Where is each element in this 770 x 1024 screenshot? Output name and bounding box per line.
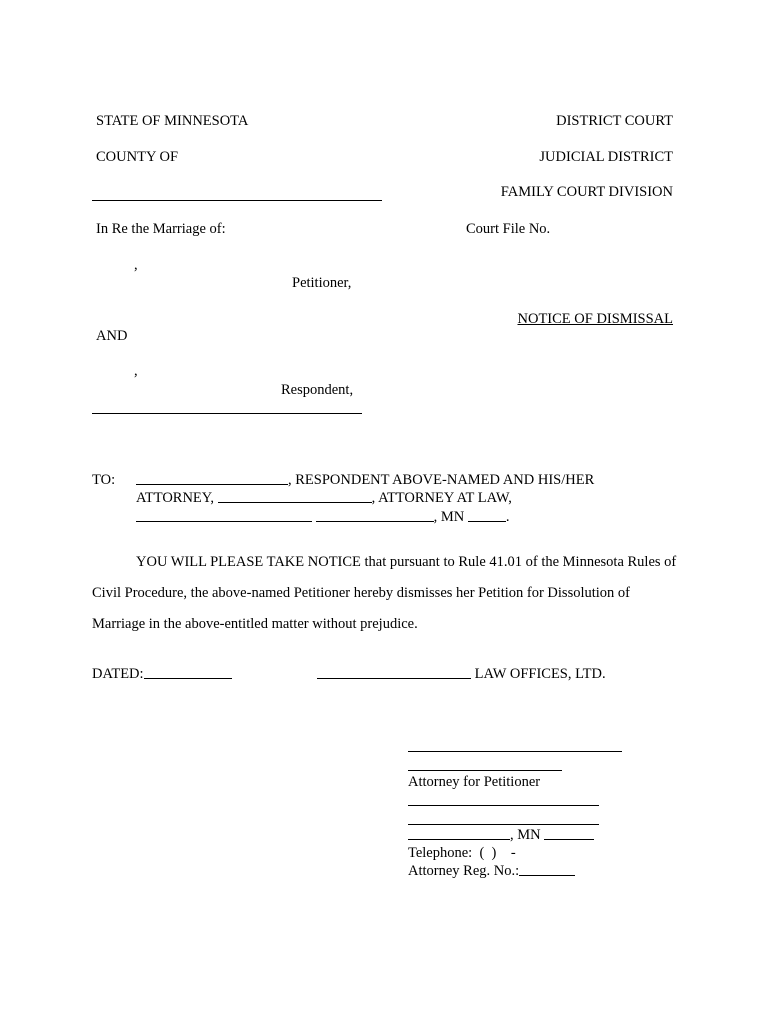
reg-number-blank[interactable] [519, 862, 575, 876]
address-line-2[interactable] [408, 824, 599, 825]
and-label: AND [96, 328, 128, 344]
to-line-address [136, 508, 510, 526]
petitioner-name-comma: , [134, 257, 138, 273]
to-line-respondent [136, 471, 594, 489]
state-heading: STATE OF MINNESOTA [96, 113, 249, 129]
caption-rule-bottom [92, 413, 362, 414]
dated-line [92, 665, 232, 683]
caption-rule-top [92, 200, 382, 201]
attorney-for-petitioner-label: Attorney for Petitioner [408, 774, 541, 790]
notice-paragraph [92, 547, 682, 640]
law-offices-line [317, 665, 606, 683]
county-label: COUNTY OF [96, 149, 179, 165]
dated-label: DATED: [92, 666, 144, 682]
in-re-marriage-label: In Re the Marriage of: [96, 221, 226, 237]
address-line-1[interactable] [408, 805, 599, 806]
reg-number-line [408, 862, 575, 880]
notice-paragraph-text: YOU WILL PLEASE TAKE NOTICE that pursuant to Rule 41.01 of the Minnesota Rules of Civil Procedure, the above-named Petitioner hereby dismisses her Petition for Dissolution of Marriage in the above-entitled matter without prejudice. [92, 554, 677, 632]
to-line-attorney [136, 489, 512, 507]
document-title: NOTICE OF DISMISSAL [517, 311, 673, 327]
date-blank[interactable] [144, 665, 232, 679]
respondent-name-comma: , [134, 363, 138, 379]
address-period: . [505, 509, 510, 525]
attorney-at-law-text: , ATTORNEY AT LAW, [371, 490, 512, 506]
family-court-division-label: FAMILY COURT DIVISION [500, 184, 673, 200]
petitioner-label: Petitioner, [292, 275, 352, 291]
judicial-district-label: JUDICIAL DISTRICT [539, 149, 673, 165]
attorney-zip-blank[interactable] [544, 826, 594, 840]
signature-line[interactable] [408, 751, 622, 752]
court-file-number-label: Court File No. [466, 221, 551, 237]
respondent-name-blank[interactable] [136, 471, 288, 485]
city-state-line [408, 826, 594, 844]
attorney-reg-number-label: Attorney Reg. No.: [408, 863, 520, 879]
attorney-city-blank[interactable] [408, 826, 510, 840]
attorney-label: ATTORNEY, [136, 490, 215, 506]
attorney-name-blank[interactable] [218, 489, 372, 503]
to-label: TO: [92, 472, 116, 488]
zip-blank[interactable] [468, 508, 506, 522]
respondent-label: Respondent, [281, 382, 354, 398]
attorney-name-line[interactable] [408, 770, 562, 771]
attorney-state-mn-text: , MN [510, 827, 541, 843]
law-firm-name-blank[interactable] [317, 665, 471, 679]
respondent-above-named-text: , RESPONDENT ABOVE-NAMED AND HIS/HER [288, 472, 595, 488]
law-offices-label: LAW OFFICES, LTD. [474, 666, 606, 682]
city-blank[interactable] [316, 508, 434, 522]
telephone-label: Telephone: ( ) - [408, 845, 516, 861]
street-address-blank[interactable] [136, 508, 312, 522]
state-mn-text: , MN [433, 509, 465, 525]
court-heading: DISTRICT COURT [556, 113, 673, 129]
